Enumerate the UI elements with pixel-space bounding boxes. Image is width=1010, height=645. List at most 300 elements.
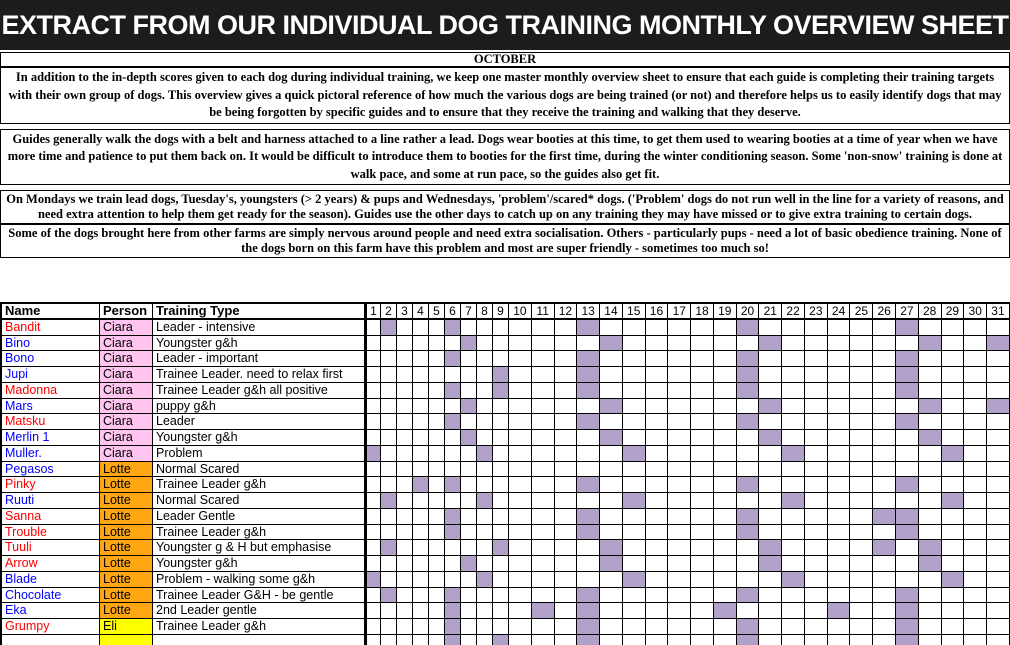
day-cell[interactable] xyxy=(850,399,873,415)
day-cell[interactable] xyxy=(850,588,873,604)
day-cell[interactable] xyxy=(477,603,493,619)
day-cell-filled[interactable] xyxy=(737,320,760,336)
day-cell-filled[interactable] xyxy=(477,572,493,588)
day-cell[interactable] xyxy=(668,540,691,556)
day-cell[interactable] xyxy=(873,477,896,493)
day-cell[interactable] xyxy=(919,320,942,336)
day-cell[interactable] xyxy=(691,414,714,430)
training-type-cell[interactable]: Youngster g&h xyxy=(153,336,365,352)
training-type-cell[interactable]: Trainee Leader g&h all positive xyxy=(153,383,365,399)
dog-name-cell[interactable]: Sanna xyxy=(0,509,100,525)
day-cell[interactable] xyxy=(477,462,493,478)
day-cell[interactable] xyxy=(493,430,509,446)
day-cell[interactable] xyxy=(623,320,646,336)
day-cell[interactable] xyxy=(759,635,782,645)
day-cell[interactable] xyxy=(493,446,509,462)
day-cell[interactable] xyxy=(555,336,578,352)
day-cell[interactable] xyxy=(964,367,987,383)
day-cell[interactable] xyxy=(477,430,493,446)
day-cell[interactable] xyxy=(805,619,828,635)
day-cell[interactable] xyxy=(577,336,600,352)
day-cell[interactable] xyxy=(850,336,873,352)
day-cell[interactable] xyxy=(782,588,805,604)
day-cell[interactable] xyxy=(646,477,669,493)
day-cell[interactable] xyxy=(623,462,646,478)
day-cell[interactable] xyxy=(714,556,737,572)
day-cell[interactable] xyxy=(942,414,965,430)
day-cell[interactable] xyxy=(964,399,987,415)
day-cell[interactable] xyxy=(805,446,828,462)
day-cell-filled[interactable] xyxy=(759,336,782,352)
day-cell[interactable] xyxy=(782,635,805,645)
day-cell[interactable] xyxy=(397,383,413,399)
day-cell[interactable] xyxy=(942,603,965,619)
day-cell[interactable] xyxy=(805,430,828,446)
day-cell[interactable] xyxy=(987,635,1010,645)
day-cell[interactable] xyxy=(555,383,578,399)
day-cell[interactable] xyxy=(381,556,397,572)
day-cell[interactable] xyxy=(873,462,896,478)
day-cell[interactable] xyxy=(691,367,714,383)
training-type-cell[interactable]: Trainee Leader. need to relax first xyxy=(153,367,365,383)
day-cell[interactable] xyxy=(850,462,873,478)
day-header[interactable]: 1 xyxy=(365,304,381,320)
day-cell[interactable] xyxy=(987,493,1010,509)
person-cell[interactable]: Lotte xyxy=(100,462,153,478)
day-cell[interactable] xyxy=(397,351,413,367)
day-cell[interactable] xyxy=(413,320,429,336)
day-cell[interactable] xyxy=(873,399,896,415)
dog-name-cell[interactable]: Pinky xyxy=(0,477,100,493)
dog-name-cell[interactable]: Bono xyxy=(0,351,100,367)
day-cell[interactable] xyxy=(397,462,413,478)
day-cell[interactable] xyxy=(964,556,987,572)
day-header[interactable]: 31 xyxy=(987,304,1010,320)
day-cell[interactable] xyxy=(987,446,1010,462)
day-cell[interactable] xyxy=(873,383,896,399)
day-cell-filled[interactable] xyxy=(896,635,919,645)
day-cell[interactable] xyxy=(445,430,461,446)
day-cell[interactable] xyxy=(413,603,429,619)
day-cell[interactable] xyxy=(805,414,828,430)
day-cell[interactable] xyxy=(509,383,532,399)
day-cell[interactable] xyxy=(532,509,555,525)
training-type-cell[interactable] xyxy=(153,635,365,645)
day-cell-filled[interactable] xyxy=(413,477,429,493)
day-cell[interactable] xyxy=(397,588,413,604)
day-cell[interactable] xyxy=(782,477,805,493)
day-cell[interactable] xyxy=(397,635,413,645)
day-cell[interactable] xyxy=(987,572,1010,588)
day-cell[interactable] xyxy=(919,635,942,645)
person-cell[interactable]: Ciara xyxy=(100,336,153,352)
day-cell[interactable] xyxy=(555,493,578,509)
training-type-cell[interactable]: 2nd Leader gentle xyxy=(153,603,365,619)
day-cell[interactable] xyxy=(555,367,578,383)
day-cell[interactable] xyxy=(691,383,714,399)
day-cell[interactable] xyxy=(509,509,532,525)
day-cell[interactable] xyxy=(381,446,397,462)
day-cell[interactable] xyxy=(397,556,413,572)
day-cell[interactable] xyxy=(987,320,1010,336)
day-header[interactable]: 4 xyxy=(413,304,429,320)
day-cell[interactable] xyxy=(987,414,1010,430)
day-cell[interactable] xyxy=(397,414,413,430)
day-cell[interactable] xyxy=(782,556,805,572)
day-cell-filled[interactable] xyxy=(493,367,509,383)
day-cell[interactable] xyxy=(397,477,413,493)
day-cell[interactable] xyxy=(942,351,965,367)
day-cell[interactable] xyxy=(532,367,555,383)
person-cell[interactable]: Eli xyxy=(100,619,153,635)
day-cell-filled[interactable] xyxy=(896,320,919,336)
day-cell[interactable] xyxy=(600,588,623,604)
day-cell-filled[interactable] xyxy=(600,540,623,556)
training-type-cell[interactable]: Trainee Leader g&h xyxy=(153,525,365,541)
day-cell[interactable] xyxy=(828,414,851,430)
day-cell-filled[interactable] xyxy=(600,556,623,572)
day-cell[interactable] xyxy=(623,399,646,415)
day-cell[interactable] xyxy=(600,383,623,399)
day-cell[interactable] xyxy=(623,540,646,556)
day-cell[interactable] xyxy=(429,477,445,493)
day-cell[interactable] xyxy=(691,525,714,541)
day-cell[interactable] xyxy=(365,509,381,525)
day-cell[interactable] xyxy=(850,414,873,430)
day-header[interactable]: 23 xyxy=(805,304,828,320)
day-cell[interactable] xyxy=(429,603,445,619)
day-cell[interactable] xyxy=(532,588,555,604)
day-cell[interactable] xyxy=(873,493,896,509)
day-cell[interactable] xyxy=(805,635,828,645)
day-cell-filled[interactable] xyxy=(445,509,461,525)
day-cell[interactable] xyxy=(828,572,851,588)
day-cell[interactable] xyxy=(600,635,623,645)
day-cell[interactable] xyxy=(381,336,397,352)
day-cell[interactable] xyxy=(365,336,381,352)
day-cell[interactable] xyxy=(461,635,477,645)
day-cell[interactable] xyxy=(623,619,646,635)
day-cell[interactable] xyxy=(668,477,691,493)
day-cell-filled[interactable] xyxy=(782,493,805,509)
day-cell[interactable] xyxy=(668,525,691,541)
day-cell[interactable] xyxy=(782,462,805,478)
day-cell[interactable] xyxy=(413,572,429,588)
day-cell[interactable] xyxy=(691,635,714,645)
day-header[interactable]: 29 xyxy=(942,304,965,320)
day-cell[interactable] xyxy=(509,635,532,645)
day-cell[interactable] xyxy=(623,477,646,493)
day-cell[interactable] xyxy=(737,462,760,478)
day-cell[interactable] xyxy=(397,493,413,509)
day-cell[interactable] xyxy=(646,572,669,588)
day-cell[interactable] xyxy=(964,619,987,635)
day-cell[interactable] xyxy=(850,509,873,525)
day-cell-filled[interactable] xyxy=(896,509,919,525)
day-cell[interactable] xyxy=(919,572,942,588)
day-cell[interactable] xyxy=(413,367,429,383)
day-cell[interactable] xyxy=(691,320,714,336)
day-cell-filled[interactable] xyxy=(714,603,737,619)
day-cell[interactable] xyxy=(964,635,987,645)
day-cell[interactable] xyxy=(805,367,828,383)
day-cell[interactable] xyxy=(623,603,646,619)
day-cell[interactable] xyxy=(896,430,919,446)
day-cell[interactable] xyxy=(509,430,532,446)
day-header[interactable]: 25 xyxy=(850,304,873,320)
day-header[interactable]: 5 xyxy=(429,304,445,320)
day-cell[interactable] xyxy=(532,540,555,556)
day-cell-filled[interactable] xyxy=(623,493,646,509)
day-cell[interactable] xyxy=(714,525,737,541)
day-cell[interactable] xyxy=(805,509,828,525)
day-cell-filled[interactable] xyxy=(919,336,942,352)
training-type-cell[interactable]: Problem xyxy=(153,446,365,462)
day-cell[interactable] xyxy=(759,493,782,509)
day-cell[interactable] xyxy=(397,367,413,383)
day-cell-filled[interactable] xyxy=(577,367,600,383)
day-cell[interactable] xyxy=(493,462,509,478)
day-cell-filled[interactable] xyxy=(445,588,461,604)
day-cell[interactable] xyxy=(365,399,381,415)
day-cell[interactable] xyxy=(493,336,509,352)
day-cell[interactable] xyxy=(623,383,646,399)
day-cell[interactable] xyxy=(445,462,461,478)
day-cell-filled[interactable] xyxy=(919,556,942,572)
day-cell[interactable] xyxy=(987,619,1010,635)
day-cell[interactable] xyxy=(805,493,828,509)
day-cell-filled[interactable] xyxy=(365,446,381,462)
day-cell[interactable] xyxy=(477,635,493,645)
day-cell[interactable] xyxy=(919,477,942,493)
day-cell-filled[interactable] xyxy=(896,603,919,619)
day-cell[interactable] xyxy=(873,446,896,462)
day-cell[interactable] xyxy=(397,603,413,619)
dog-name-cell[interactable]: Madonna xyxy=(0,383,100,399)
day-cell[interactable] xyxy=(461,383,477,399)
day-cell[interactable] xyxy=(532,572,555,588)
day-cell[interactable] xyxy=(461,603,477,619)
day-cell[interactable] xyxy=(942,635,965,645)
day-cell[interactable] xyxy=(896,540,919,556)
day-cell[interactable] xyxy=(381,414,397,430)
day-cell[interactable] xyxy=(964,509,987,525)
day-cell[interactable] xyxy=(873,556,896,572)
day-cell[interactable] xyxy=(873,336,896,352)
day-cell-filled[interactable] xyxy=(493,540,509,556)
day-cell[interactable] xyxy=(714,540,737,556)
day-cell[interactable] xyxy=(964,430,987,446)
day-cell[interactable] xyxy=(623,525,646,541)
day-cell[interactable] xyxy=(873,351,896,367)
day-cell[interactable] xyxy=(668,509,691,525)
dog-name-cell[interactable] xyxy=(0,635,100,645)
day-cell[interactable] xyxy=(691,477,714,493)
day-cell-filled[interactable] xyxy=(896,619,919,635)
day-cell[interactable] xyxy=(668,446,691,462)
day-cell[interactable] xyxy=(964,572,987,588)
day-cell-filled[interactable] xyxy=(737,509,760,525)
day-cell[interactable] xyxy=(365,351,381,367)
dog-name-cell[interactable]: Mars xyxy=(0,399,100,415)
day-cell[interactable] xyxy=(381,525,397,541)
day-cell-filled[interactable] xyxy=(445,383,461,399)
day-cell[interactable] xyxy=(623,351,646,367)
day-cell[interactable] xyxy=(429,351,445,367)
day-cell[interactable] xyxy=(668,588,691,604)
day-cell[interactable] xyxy=(600,446,623,462)
day-cell[interactable] xyxy=(714,336,737,352)
day-cell[interactable] xyxy=(429,462,445,478)
day-cell[interactable] xyxy=(509,603,532,619)
person-cell[interactable]: Lotte xyxy=(100,588,153,604)
person-cell[interactable] xyxy=(100,635,153,645)
day-cell[interactable] xyxy=(461,446,477,462)
day-cell[interactable] xyxy=(646,383,669,399)
day-cell-filled[interactable] xyxy=(365,572,381,588)
day-cell[interactable] xyxy=(805,603,828,619)
day-cell[interactable] xyxy=(413,399,429,415)
day-cell[interactable] xyxy=(600,351,623,367)
day-cell[interactable] xyxy=(782,383,805,399)
day-cell[interactable] xyxy=(555,588,578,604)
day-cell[interactable] xyxy=(919,509,942,525)
day-cell[interactable] xyxy=(646,635,669,645)
day-cell[interactable] xyxy=(413,525,429,541)
day-cell[interactable] xyxy=(397,399,413,415)
day-cell[interactable] xyxy=(987,603,1010,619)
day-cell[interactable] xyxy=(413,635,429,645)
day-cell[interactable] xyxy=(509,572,532,588)
day-cell[interactable] xyxy=(532,635,555,645)
day-header[interactable]: 7 xyxy=(461,304,477,320)
dog-name-cell[interactable]: Grumpy xyxy=(0,619,100,635)
day-cell[interactable] xyxy=(555,556,578,572)
day-cell[interactable] xyxy=(555,603,578,619)
day-cell[interactable] xyxy=(896,446,919,462)
day-cell[interactable] xyxy=(782,399,805,415)
day-cell[interactable] xyxy=(805,556,828,572)
day-cell[interactable] xyxy=(828,446,851,462)
day-cell[interactable] xyxy=(919,367,942,383)
training-type-cell[interactable]: Youngster g & H but emphasise xyxy=(153,540,365,556)
day-header[interactable]: 14 xyxy=(600,304,623,320)
day-cell[interactable] xyxy=(964,477,987,493)
day-cell[interactable] xyxy=(509,619,532,635)
day-cell[interactable] xyxy=(365,462,381,478)
day-cell[interactable] xyxy=(397,320,413,336)
day-cell[interactable] xyxy=(477,556,493,572)
day-cell-filled[interactable] xyxy=(896,351,919,367)
day-cell[interactable] xyxy=(942,462,965,478)
day-cell[interactable] xyxy=(805,351,828,367)
day-cell[interactable] xyxy=(737,540,760,556)
day-cell-filled[interactable] xyxy=(381,588,397,604)
day-cell[interactable] xyxy=(782,603,805,619)
day-cell[interactable] xyxy=(782,540,805,556)
day-cell[interactable] xyxy=(668,351,691,367)
day-cell[interactable] xyxy=(477,351,493,367)
day-cell[interactable] xyxy=(461,619,477,635)
day-cell[interactable] xyxy=(964,336,987,352)
day-header[interactable]: 17 xyxy=(668,304,691,320)
day-cell-filled[interactable] xyxy=(987,336,1010,352)
day-cell[interactable] xyxy=(873,320,896,336)
day-cell[interactable] xyxy=(782,509,805,525)
day-cell[interactable] xyxy=(477,540,493,556)
day-cell[interactable] xyxy=(782,336,805,352)
day-cell[interactable] xyxy=(737,399,760,415)
person-cell[interactable]: Ciara xyxy=(100,430,153,446)
training-type-cell[interactable]: Normal Scared xyxy=(153,462,365,478)
header-person[interactable]: Person xyxy=(100,304,153,320)
day-cell[interactable] xyxy=(509,320,532,336)
day-cell[interactable] xyxy=(532,446,555,462)
training-type-cell[interactable]: Youngster g&h xyxy=(153,556,365,572)
day-cell[interactable] xyxy=(828,525,851,541)
day-cell-filled[interactable] xyxy=(461,399,477,415)
dog-name-cell[interactable]: Matsku xyxy=(0,414,100,430)
day-cell[interactable] xyxy=(691,588,714,604)
day-cell[interactable] xyxy=(365,635,381,645)
person-cell[interactable]: Lotte xyxy=(100,509,153,525)
day-cell[interactable] xyxy=(445,336,461,352)
day-cell[interactable] xyxy=(987,462,1010,478)
day-cell[interactable] xyxy=(850,493,873,509)
day-cell[interactable] xyxy=(759,351,782,367)
day-cell[interactable] xyxy=(381,383,397,399)
day-cell[interactable] xyxy=(737,556,760,572)
day-cell-filled[interactable] xyxy=(737,414,760,430)
day-cell[interactable] xyxy=(365,619,381,635)
day-header[interactable]: 10 xyxy=(509,304,532,320)
day-cell[interactable] xyxy=(577,462,600,478)
day-cell[interactable] xyxy=(477,367,493,383)
day-cell[interactable] xyxy=(493,525,509,541)
day-cell[interactable] xyxy=(532,556,555,572)
day-cell[interactable] xyxy=(850,619,873,635)
day-header[interactable]: 8 xyxy=(477,304,493,320)
day-header[interactable]: 20 xyxy=(737,304,760,320)
day-cell[interactable] xyxy=(577,446,600,462)
day-cell[interactable] xyxy=(942,588,965,604)
day-cell[interactable] xyxy=(828,383,851,399)
day-cell[interactable] xyxy=(555,619,578,635)
day-cell[interactable] xyxy=(532,619,555,635)
day-cell[interactable] xyxy=(429,619,445,635)
day-cell-filled[interactable] xyxy=(577,603,600,619)
day-cell[interactable] xyxy=(555,462,578,478)
day-cell[interactable] xyxy=(691,336,714,352)
day-cell-filled[interactable] xyxy=(445,414,461,430)
day-cell[interactable] xyxy=(987,351,1010,367)
day-cell[interactable] xyxy=(381,351,397,367)
day-cell[interactable] xyxy=(509,493,532,509)
day-cell[interactable] xyxy=(714,399,737,415)
day-cell[interactable] xyxy=(850,446,873,462)
dog-name-cell[interactable]: Muller. xyxy=(0,446,100,462)
day-cell[interactable] xyxy=(828,477,851,493)
training-type-cell[interactable]: puppy g&h xyxy=(153,399,365,415)
day-cell-filled[interactable] xyxy=(942,446,965,462)
day-cell[interactable] xyxy=(919,525,942,541)
day-cell-filled[interactable] xyxy=(493,635,509,645)
day-cell[interactable] xyxy=(942,619,965,635)
day-cell[interactable] xyxy=(397,619,413,635)
day-cell[interactable] xyxy=(509,446,532,462)
day-cell[interactable] xyxy=(555,635,578,645)
day-cell[interactable] xyxy=(532,399,555,415)
